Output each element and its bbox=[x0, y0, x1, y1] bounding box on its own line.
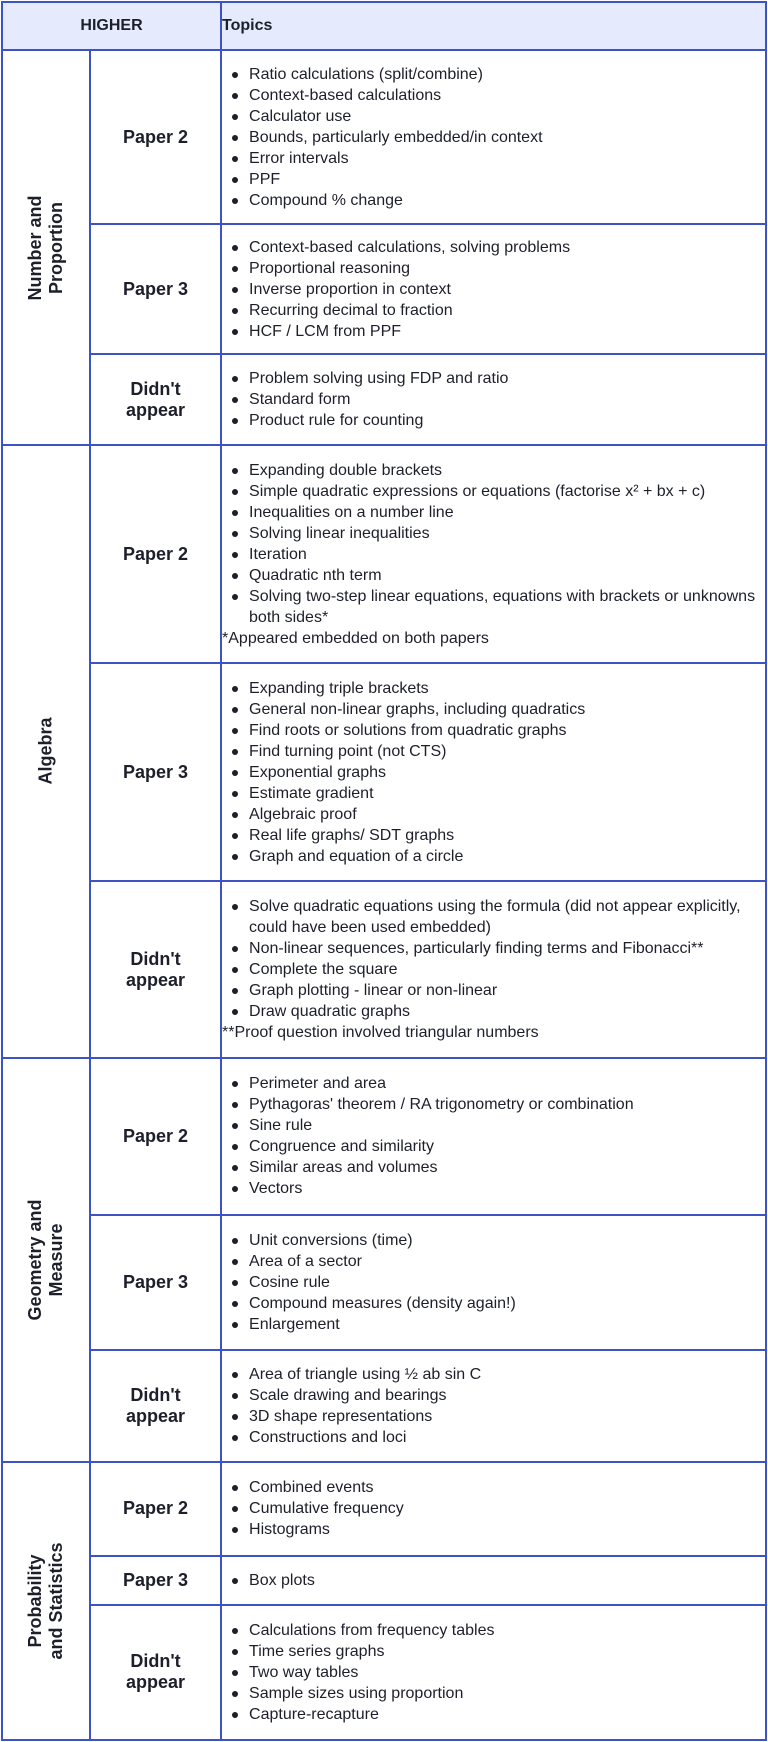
topic-item: Vectors bbox=[222, 1178, 765, 1199]
topic-row bbox=[2, 663, 766, 881]
header-higher: HIGHER bbox=[2, 2, 221, 50]
topic-row bbox=[2, 1215, 766, 1350]
topic-item: Compound measures (density again!) bbox=[222, 1293, 765, 1314]
topic-item: Capture-recapture bbox=[222, 1704, 765, 1725]
topic-row bbox=[2, 1556, 766, 1605]
topic-list bbox=[222, 460, 765, 628]
topic-item: Error intervals bbox=[222, 148, 765, 169]
topic-item: Context-based calculations bbox=[222, 85, 765, 106]
topic-item: PPF bbox=[222, 169, 765, 190]
topic-item: Problem solving using FDP and ratio bbox=[222, 368, 765, 389]
topic-item: Graph and equation of a circle bbox=[222, 846, 765, 867]
topic-list bbox=[222, 896, 765, 1022]
topics-cell bbox=[221, 663, 766, 881]
topic-item: Similar areas and volumes bbox=[222, 1157, 765, 1178]
topic-item: Enlargement bbox=[222, 1314, 765, 1335]
topic-item: Recurring decimal to fraction bbox=[222, 300, 765, 321]
paper-label: Paper 3 bbox=[90, 1215, 221, 1350]
header-topics: Topics bbox=[221, 2, 766, 50]
topic-item: Exponential graphs bbox=[222, 762, 765, 783]
topic-row bbox=[2, 445, 766, 663]
topic-item: Perimeter and area bbox=[222, 1073, 765, 1094]
topic-item: Box plots bbox=[222, 1570, 765, 1591]
paper-label: Paper 2 bbox=[90, 1058, 221, 1215]
topics-cell bbox=[221, 1605, 766, 1740]
section-cell bbox=[2, 1462, 90, 1740]
section-cell bbox=[2, 50, 90, 445]
topic-item: Proportional reasoning bbox=[222, 258, 765, 279]
topics-cell bbox=[221, 445, 766, 663]
topic-item: Expanding double brackets bbox=[222, 460, 765, 481]
topics-cell bbox=[221, 1556, 766, 1605]
section-cell bbox=[2, 1058, 90, 1462]
topic-row bbox=[2, 1350, 766, 1462]
paper-label: Paper 2 bbox=[90, 50, 221, 224]
topic-item: Compound % change bbox=[222, 190, 765, 211]
topic-item: General non-linear graphs, including quadratics bbox=[222, 699, 765, 720]
paper-label: Paper 3 bbox=[90, 663, 221, 881]
topic-item: Inverse proportion in context bbox=[222, 279, 765, 300]
topics-cell bbox=[221, 1058, 766, 1215]
topic-item: Find turning point (not CTS) bbox=[222, 741, 765, 762]
topic-item: Sample sizes using proportion bbox=[222, 1683, 765, 1704]
paper-label: Didn't appear bbox=[90, 354, 221, 445]
topic-list bbox=[222, 1570, 765, 1591]
topic-list bbox=[222, 1073, 765, 1199]
paper-label: Paper 3 bbox=[90, 1556, 221, 1605]
topic-item: Context-based calculations, solving problems bbox=[222, 237, 765, 258]
section-label: Probability and Statistics bbox=[25, 1542, 66, 1660]
topic-item: Draw quadratic graphs bbox=[222, 1001, 765, 1022]
topic-row bbox=[2, 354, 766, 445]
topic-item: Graph plotting - linear or non-linear bbox=[222, 980, 765, 1001]
paper-label: Didn't appear bbox=[90, 1605, 221, 1740]
topic-item: Area of a sector bbox=[222, 1251, 765, 1272]
topic-item: Inequalities on a number line bbox=[222, 502, 765, 523]
topics-cell bbox=[221, 1350, 766, 1462]
topics-cell bbox=[221, 50, 766, 224]
topic-item: Two way tables bbox=[222, 1662, 765, 1683]
topic-item: Bounds, particularly embedded/in context bbox=[222, 127, 765, 148]
topic-item: Solving linear inequalities bbox=[222, 523, 765, 544]
topic-item: Simple quadratic expressions or equations (factorise x² + bx + c) bbox=[222, 481, 765, 502]
topic-list bbox=[222, 64, 765, 211]
topic-row bbox=[2, 50, 766, 224]
topic-row bbox=[2, 1605, 766, 1740]
topics-cell bbox=[221, 354, 766, 445]
topic-note: *Appeared embedded on both papers bbox=[222, 629, 489, 647]
topic-list bbox=[222, 1620, 765, 1725]
paper-label: Paper 3 bbox=[90, 224, 221, 354]
topic-item: Standard form bbox=[222, 389, 765, 410]
paper-label: Didn't appear bbox=[90, 881, 221, 1057]
topic-item: Real life graphs/ SDT graphs bbox=[222, 825, 765, 846]
topic-list bbox=[222, 678, 765, 867]
topics-cell bbox=[221, 1215, 766, 1350]
topic-item: Algebraic proof bbox=[222, 804, 765, 825]
topic-item: Expanding triple brackets bbox=[222, 678, 765, 699]
topic-item: Product rule for counting bbox=[222, 410, 765, 431]
topic-list bbox=[222, 1364, 765, 1448]
topic-list bbox=[222, 368, 765, 431]
topic-list bbox=[222, 1230, 765, 1335]
section-cell bbox=[2, 445, 90, 1057]
paper-label: Paper 2 bbox=[90, 445, 221, 663]
topic-row bbox=[2, 1058, 766, 1215]
topic-item: Iteration bbox=[222, 544, 765, 565]
topic-list bbox=[222, 1477, 765, 1540]
topic-item: Congruence and similarity bbox=[222, 1136, 765, 1157]
topics-cell bbox=[221, 1462, 766, 1556]
topics-cell bbox=[221, 224, 766, 354]
topic-item: Complete the square bbox=[222, 959, 765, 980]
paper-label: Paper 2 bbox=[90, 1462, 221, 1556]
topic-item: Unit conversions (time) bbox=[222, 1230, 765, 1251]
topic-item: Time series graphs bbox=[222, 1641, 765, 1662]
topic-item: Cosine rule bbox=[222, 1272, 765, 1293]
topic-item: 3D shape representations bbox=[222, 1406, 765, 1427]
topic-item: Find roots or solutions from quadratic graphs bbox=[222, 720, 765, 741]
topic-item: Pythagoras' theorem / RA trigonometry or combination bbox=[222, 1094, 765, 1115]
topics-cell bbox=[221, 881, 766, 1057]
topic-item: Estimate gradient bbox=[222, 783, 765, 804]
section-label: Number and Proportion bbox=[25, 195, 66, 301]
topic-row bbox=[2, 1462, 766, 1556]
topic-row bbox=[2, 881, 766, 1057]
header-row bbox=[2, 2, 766, 50]
topic-item: Non-linear sequences, particularly finding terms and Fibonacci** bbox=[222, 938, 765, 959]
topic-list bbox=[222, 237, 765, 342]
topic-item: Area of triangle using ½ ab sin C bbox=[222, 1364, 765, 1385]
topic-item: Solving two-step linear equations, equations with brackets or unknowns both sides* bbox=[222, 586, 765, 628]
topic-item: Calculator use bbox=[222, 106, 765, 127]
topic-item: Solve quadratic equations using the formula (did not appear explicitly, could have been used embedded) bbox=[222, 896, 765, 938]
topic-item: Constructions and loci bbox=[222, 1427, 765, 1448]
topic-item: Quadratic nth term bbox=[222, 565, 765, 586]
topic-item: Ratio calculations (split/combine) bbox=[222, 64, 765, 85]
topic-note: **Proof question involved triangular numbers bbox=[222, 1024, 539, 1041]
section-label: Geometry and Measure bbox=[25, 1199, 66, 1321]
topic-item: Combined events bbox=[222, 1477, 765, 1498]
topic-item: Histograms bbox=[222, 1519, 765, 1540]
topic-item: Cumulative frequency bbox=[222, 1498, 765, 1519]
topic-item: HCF / LCM from PPF bbox=[222, 321, 765, 342]
topic-row bbox=[2, 224, 766, 354]
topic-item: Sine rule bbox=[222, 1115, 765, 1136]
topics-table bbox=[1, 1, 767, 1741]
paper-label: Didn't appear bbox=[90, 1350, 221, 1462]
section-label: Algebra bbox=[35, 717, 56, 785]
table-body bbox=[2, 50, 766, 1740]
topic-item: Calculations from frequency tables bbox=[222, 1620, 765, 1641]
topic-item: Scale drawing and bearings bbox=[222, 1385, 765, 1406]
